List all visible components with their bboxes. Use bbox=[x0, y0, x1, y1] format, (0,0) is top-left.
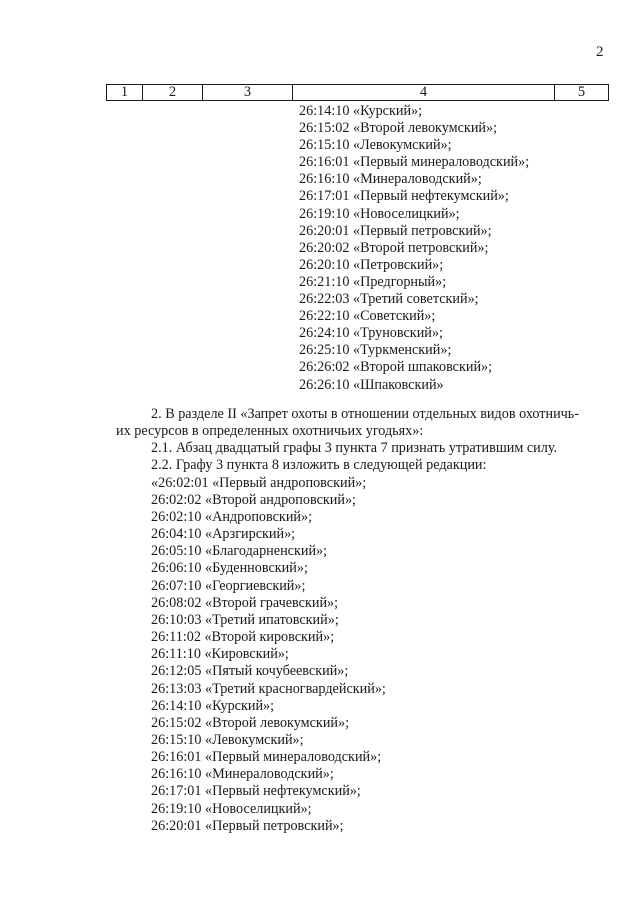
list-item: 26:14:10 «Курский»; bbox=[299, 103, 423, 119]
list-item: 26:15:02 «Второй левокумский»; bbox=[151, 714, 350, 731]
list-item: 26:22:10 «Советский»; bbox=[299, 308, 436, 325]
table-header-cell: 4 bbox=[293, 85, 555, 101]
table-header-row bbox=[106, 84, 609, 101]
list-item: 26:10:03 «Третий ипатовский»; bbox=[151, 611, 339, 628]
list-item: 26:26:02 «Второй шпаковский»; bbox=[299, 359, 493, 376]
list-item: 26:16:01 «Первый минераловодский»; bbox=[299, 154, 530, 171]
list-item: 26:06:10 «Буденновский»; bbox=[151, 560, 308, 577]
section-2-heading-line-1: 2. В разделе II «Запрет охоты в отношении отдельных видов охотничь- bbox=[151, 406, 579, 422]
list-item: 26:16:10 «Минераловодский»; bbox=[151, 766, 334, 783]
list-item: 26:17:01 «Первый нефтекумский»; bbox=[151, 783, 361, 800]
list-item: 26:22:03 «Третий советский»; bbox=[299, 291, 479, 308]
list-item: 26:11:02 «Второй кировский»; bbox=[151, 629, 335, 646]
table-header-cell: 2 bbox=[143, 85, 203, 101]
list-item: 26:26:10 «Шпаковский» bbox=[299, 376, 444, 393]
section-2-heading-line-2: их ресурсов в определенных охотничьих угодьях»: bbox=[116, 423, 424, 440]
list-item: 26:25:10 «Туркменский»; bbox=[299, 342, 452, 359]
list-item: 26:04:10 «Арзгирский»; bbox=[151, 526, 296, 543]
list-item: 26:15:02 «Второй левокумский»; bbox=[299, 120, 498, 137]
list-item: 26:13:03 «Третий красногвардейский»; bbox=[151, 680, 386, 697]
list-item: 26:20:01 «Первый петровский»; bbox=[299, 222, 492, 239]
list-item: 26:08:02 «Второй грачевский»; bbox=[151, 594, 339, 611]
list-item: 26:19:10 «Новоселицкий»; bbox=[299, 205, 460, 222]
list-item: 26:02:10 «Андроповский»; bbox=[151, 508, 313, 525]
list-item: 26:21:10 «Предгорный»; bbox=[299, 273, 447, 290]
list-item: 26:20:02 «Второй петровский»; bbox=[299, 239, 489, 256]
table-header-cell: 5 bbox=[555, 85, 609, 101]
list-item: 26:11:10 «Кировский»; bbox=[151, 646, 289, 663]
list-item: 26:07:10 «Георгиевский»; bbox=[151, 577, 306, 594]
list-item: 26:20:01 «Первый петровский»; bbox=[151, 817, 344, 834]
list-item: 26:19:10 «Новоселицкий»; bbox=[151, 800, 312, 817]
list-item: 26:15:10 «Левокумский»; bbox=[151, 731, 304, 748]
list-item: 26:20:10 «Петровский»; bbox=[299, 256, 444, 273]
column4-list bbox=[299, 103, 529, 394]
item-2-1: 2.1. Абзац двадцатый графы 3 пункта 7 признать утратившим силу. bbox=[151, 440, 558, 457]
list-item: 26:16:10 «Минераловодский»; bbox=[299, 171, 482, 188]
list-item: 26:17:01 «Первый нефтекумский»; bbox=[299, 188, 509, 205]
list-item: 26:24:10 «Труновский»; bbox=[299, 325, 443, 342]
list-item: 26:05:10 «Благодарненский»; bbox=[151, 543, 328, 560]
list-item: 26:15:10 «Левокумский»; bbox=[299, 137, 452, 154]
item-2-2: 2.2. Графу 3 пункта 8 изложить в следующей редакции: bbox=[151, 457, 487, 474]
section-2-list bbox=[0, 475, 640, 835]
table-header-cell: 3 bbox=[203, 85, 293, 101]
list-item: «26:02:01 «Первый андроповский»; bbox=[151, 474, 367, 491]
table-header-cell: 1 bbox=[107, 85, 143, 101]
list-item: 26:02:02 «Второй андроповский»; bbox=[151, 491, 356, 508]
section-2 bbox=[0, 406, 640, 835]
page-number: 2 bbox=[596, 44, 604, 60]
list-item: 26:14:10 «Курский»; bbox=[151, 697, 275, 714]
list-item: 26:12:05 «Пятый кочубеевский»; bbox=[151, 663, 349, 680]
list-item: 26:16:01 «Первый минераловодский»; bbox=[151, 749, 382, 766]
